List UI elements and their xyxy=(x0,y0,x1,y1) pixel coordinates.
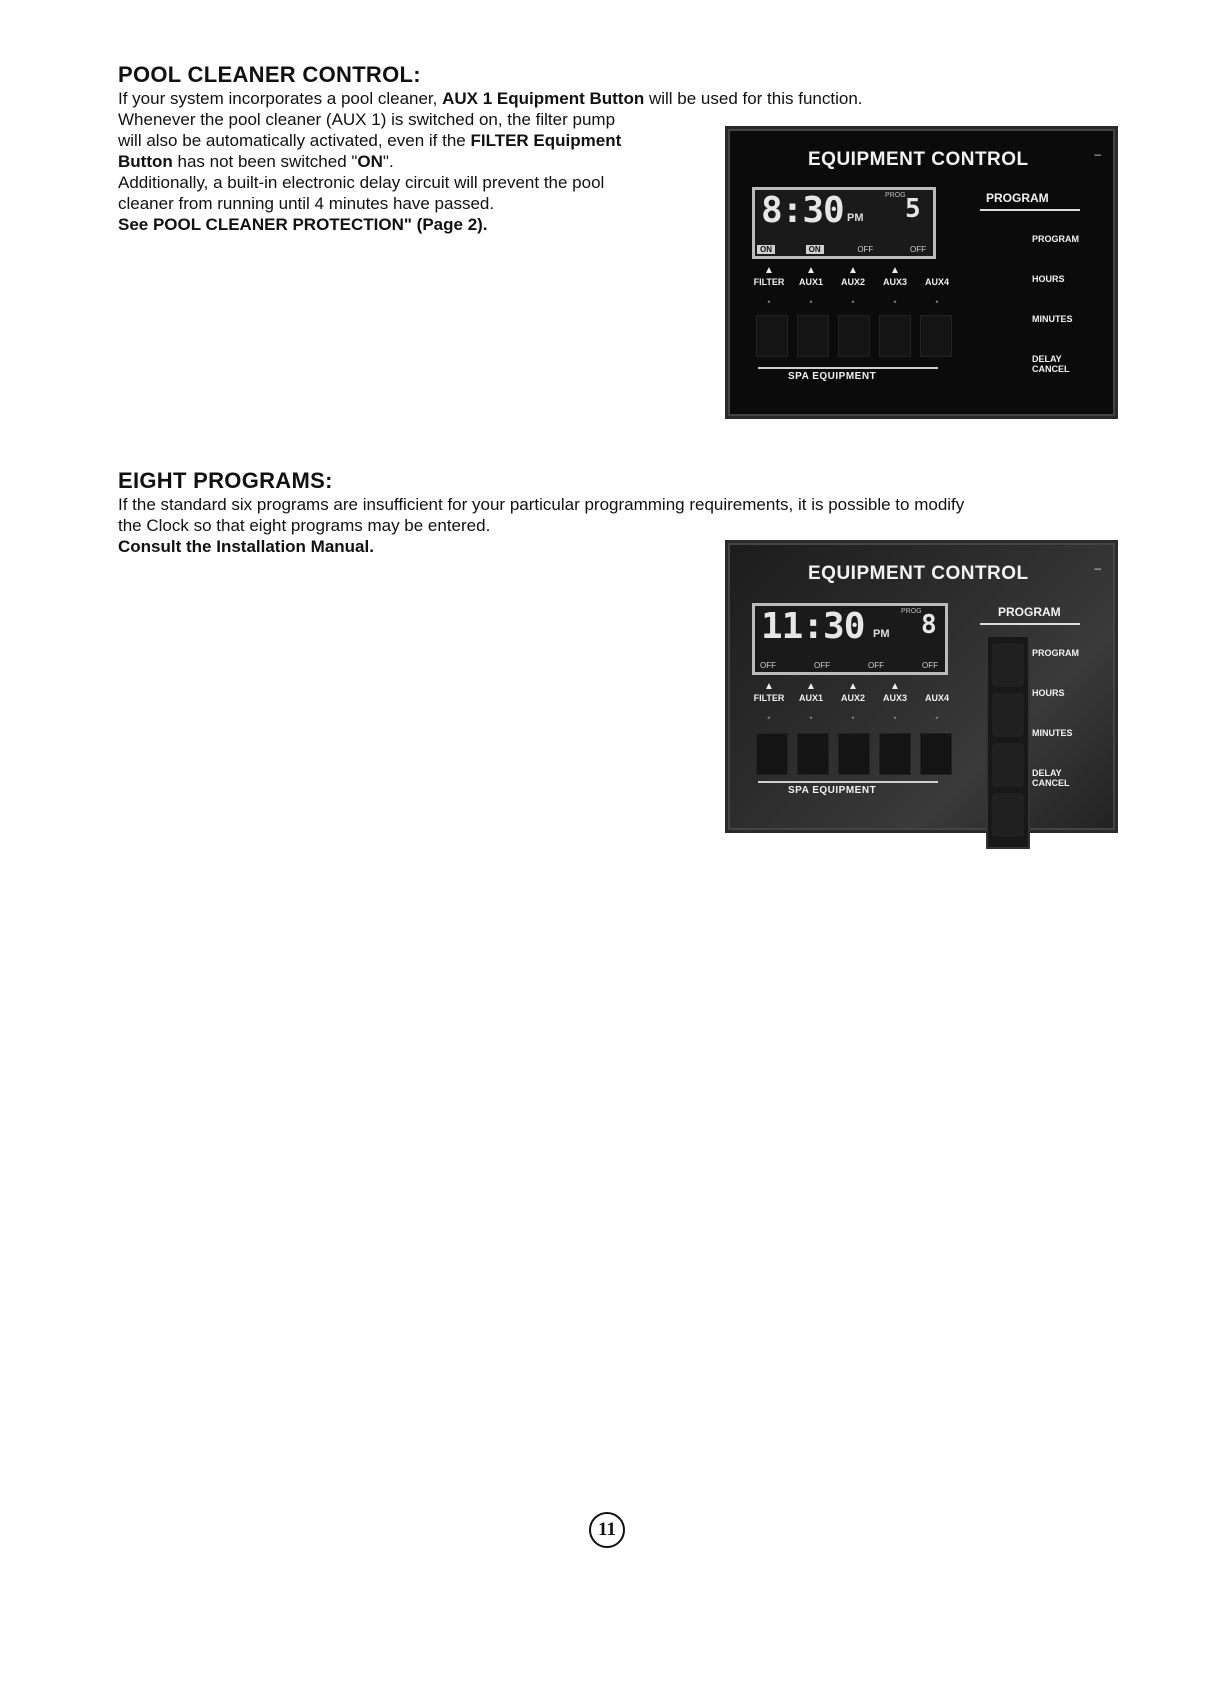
bold-text: AUX 1 Equipment Button xyxy=(442,89,645,108)
equipment-button[interactable] xyxy=(920,733,952,775)
equipment-label: AUX1 xyxy=(798,277,823,287)
led-icon: • xyxy=(767,297,771,307)
text: If the standard six programs are insufficient for your particular programming requirements, it is possible to modify xyxy=(118,495,965,514)
keypad-key[interactable] xyxy=(992,793,1024,837)
equipment-label: AUX3 xyxy=(882,693,907,703)
lcd-states xyxy=(757,245,929,254)
equipment-button[interactable] xyxy=(838,315,870,357)
panel-title: EQUIPMENT CONTROL xyxy=(808,149,1029,170)
bold-text: ON xyxy=(357,152,383,171)
equipment-buttons xyxy=(756,733,952,775)
led-row xyxy=(748,713,958,723)
spa-equipment-label: SPA EQUIPMENT xyxy=(788,371,877,382)
up-arrow-icon: ▲ xyxy=(806,265,816,276)
up-arrow-icon: ▲ xyxy=(890,681,900,692)
program-header: PROGRAM xyxy=(986,191,1049,205)
equipment-control-panel-2 xyxy=(725,540,1118,833)
page-number: 11 xyxy=(589,1512,625,1548)
minus-icon: – xyxy=(1094,561,1101,575)
led-icon: • xyxy=(767,713,771,723)
led-row xyxy=(748,297,958,307)
text: If your system incorporates a pool cleaner, xyxy=(118,89,443,108)
lcd-states xyxy=(757,661,941,670)
up-arrow-icon: ▲ xyxy=(848,265,858,276)
equipment-labels xyxy=(748,693,958,703)
equipment-label: AUX1 xyxy=(798,693,823,703)
delay-cancel-button-label[interactable]: DELAY CANCEL xyxy=(1032,768,1070,788)
lcd-prog-label: PROG xyxy=(885,192,906,199)
delay-cancel-button-label[interactable]: DELAY CANCEL xyxy=(1032,354,1070,374)
up-arrow-icon: ▲ xyxy=(806,681,816,692)
minutes-button-label[interactable]: MINUTES xyxy=(1032,314,1073,324)
equipment-label: AUX3 xyxy=(882,277,907,287)
consult-reference: Consult the Installation Manual. xyxy=(118,537,374,556)
text: cleaner from running until 4 minutes have passed. xyxy=(118,194,495,213)
up-arrow-icon: ▲ xyxy=(764,265,774,276)
program-buttons xyxy=(1032,648,1092,808)
panel-title: EQUIPMENT CONTROL xyxy=(808,563,1029,584)
program-keypad xyxy=(986,635,1030,849)
text: Additionally, a built-in electronic delay circuit will prevent the pool xyxy=(118,173,605,192)
equipment-label: FILTER xyxy=(753,277,785,287)
hours-button-label[interactable]: HOURS xyxy=(1032,274,1065,284)
equipment-control-panel-1 xyxy=(725,126,1118,419)
section-heading: POOL CLEANER CONTROL: xyxy=(118,62,421,87)
equipment-label: FILTER xyxy=(753,693,785,703)
equipment-label: AUX2 xyxy=(840,693,865,703)
text: ". xyxy=(382,152,394,171)
equipment-button[interactable] xyxy=(756,733,788,775)
lcd-state: OFF xyxy=(814,661,830,670)
lcd-display xyxy=(752,603,948,675)
section-heading: EIGHT PROGRAMS: xyxy=(118,468,333,493)
keypad-key[interactable] xyxy=(992,743,1024,787)
divider xyxy=(758,367,938,369)
lcd-state: OFF xyxy=(868,661,884,670)
lcd-display xyxy=(752,187,936,259)
equipment-button[interactable] xyxy=(879,733,911,775)
text: has not been switched " xyxy=(172,152,358,171)
minutes-button-label[interactable]: MINUTES xyxy=(1032,728,1073,738)
lcd-state: ON xyxy=(757,245,775,254)
program-buttons xyxy=(1032,234,1092,394)
text: will also be automatically activated, even if the xyxy=(118,131,471,150)
led-icon: • xyxy=(851,713,855,723)
arrow-row xyxy=(748,681,958,692)
lcd-state: OFF xyxy=(760,661,776,670)
lcd-state: OFF xyxy=(909,245,926,254)
bold-text: Button xyxy=(118,152,173,171)
see-reference: See POOL CLEANER PROTECTION" (Page 2). xyxy=(118,215,488,234)
equipment-button[interactable] xyxy=(920,315,952,357)
divider xyxy=(980,623,1080,625)
divider xyxy=(980,209,1080,211)
divider xyxy=(758,781,938,783)
equipment-button[interactable] xyxy=(797,733,829,775)
led-icon: • xyxy=(809,713,813,723)
text: will be used for this function. xyxy=(644,89,863,108)
lcd-ampm: PM xyxy=(847,212,864,224)
lcd-time: 11:30 xyxy=(761,606,865,647)
led-icon: • xyxy=(809,297,813,307)
program-button-label[interactable]: PROGRAM xyxy=(1032,648,1079,658)
arrow-row xyxy=(748,265,958,276)
keypad-key[interactable] xyxy=(992,643,1024,687)
equipment-labels xyxy=(748,277,958,287)
led-icon: • xyxy=(893,713,897,723)
equipment-button[interactable] xyxy=(879,315,911,357)
equipment-label: AUX2 xyxy=(840,277,865,287)
lcd-prog-number: 5 xyxy=(905,194,921,224)
equipment-buttons xyxy=(756,315,952,357)
spa-equipment-label: SPA EQUIPMENT xyxy=(788,785,877,796)
paragraph xyxy=(118,494,1118,536)
lcd-prog-label: PROG xyxy=(901,608,922,615)
led-icon: • xyxy=(935,713,939,723)
text: Whenever the pool cleaner (AUX 1) is switched on, the filter pump xyxy=(118,110,616,129)
lcd-state: ON xyxy=(806,245,824,254)
program-button-label[interactable]: PROGRAM xyxy=(1032,234,1079,244)
bold-text: FILTER Equipment xyxy=(470,131,622,150)
keypad-key[interactable] xyxy=(992,693,1024,737)
lcd-time: 8:30 xyxy=(761,190,844,231)
led-icon: • xyxy=(935,297,939,307)
led-icon: • xyxy=(893,297,897,307)
text: the Clock so that eight programs may be entered. xyxy=(118,516,491,535)
up-arrow-icon: ▲ xyxy=(848,681,858,692)
equipment-button[interactable] xyxy=(797,315,829,357)
equipment-label: AUX4 xyxy=(924,693,949,703)
hours-button-label[interactable]: HOURS xyxy=(1032,688,1065,698)
lcd-state: OFF xyxy=(922,661,938,670)
paragraph xyxy=(118,172,708,214)
lcd-ampm: PM xyxy=(873,628,890,640)
up-arrow-icon: ▲ xyxy=(890,265,900,276)
minus-icon: – xyxy=(1094,147,1101,161)
paragraph xyxy=(118,109,708,172)
equipment-button[interactable] xyxy=(838,733,870,775)
led-icon: • xyxy=(851,297,855,307)
program-header: PROGRAM xyxy=(998,605,1061,619)
lcd-state: OFF xyxy=(857,245,874,254)
up-arrow-icon: ▲ xyxy=(764,681,774,692)
equipment-button[interactable] xyxy=(756,315,788,357)
lcd-prog-number: 8 xyxy=(921,610,937,640)
equipment-label: AUX4 xyxy=(924,277,949,287)
paragraph xyxy=(118,88,1118,109)
